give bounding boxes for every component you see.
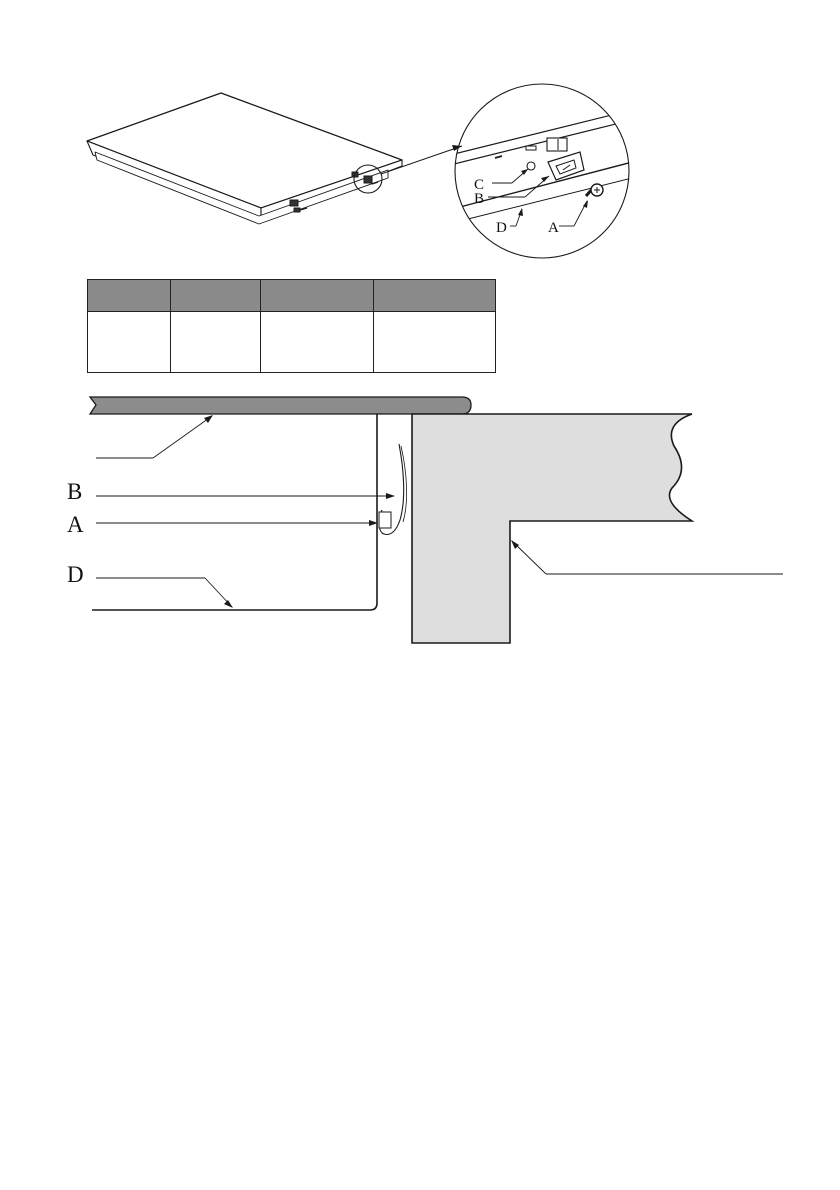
callout-c-top: C	[474, 177, 485, 193]
spec-table-header-row	[88, 280, 496, 312]
spec-cell	[261, 312, 374, 373]
callout-b-section: B	[67, 479, 83, 504]
clip-screw-block	[379, 512, 391, 528]
callout-a-top: A	[548, 220, 559, 236]
spec-header-cell	[171, 280, 261, 312]
hob-glass-top	[87, 93, 402, 208]
callout-d-top: D	[496, 220, 507, 236]
detail-circle-outline	[455, 84, 629, 258]
hob-body-section	[92, 414, 377, 610]
worktop-section	[412, 414, 692, 643]
callout-d-section: D	[67, 562, 84, 587]
hob-perspective	[87, 93, 462, 224]
spec-header-cell	[88, 280, 171, 312]
detail-circle	[450, 84, 640, 258]
section-view	[90, 397, 783, 643]
spec-table-row	[88, 312, 496, 373]
spec-table-wrap	[87, 279, 496, 373]
spec-header-cell	[261, 280, 374, 312]
callout-a-section: A	[67, 512, 84, 537]
spec-cell	[88, 312, 171, 373]
hob-glass-section	[90, 397, 471, 414]
callout-b-top: B	[474, 191, 485, 207]
spec-cell	[374, 312, 496, 373]
spec-table	[87, 279, 496, 373]
screw-icon	[586, 184, 603, 196]
spec-cell	[171, 312, 261, 373]
spec-header-cell	[374, 280, 496, 312]
